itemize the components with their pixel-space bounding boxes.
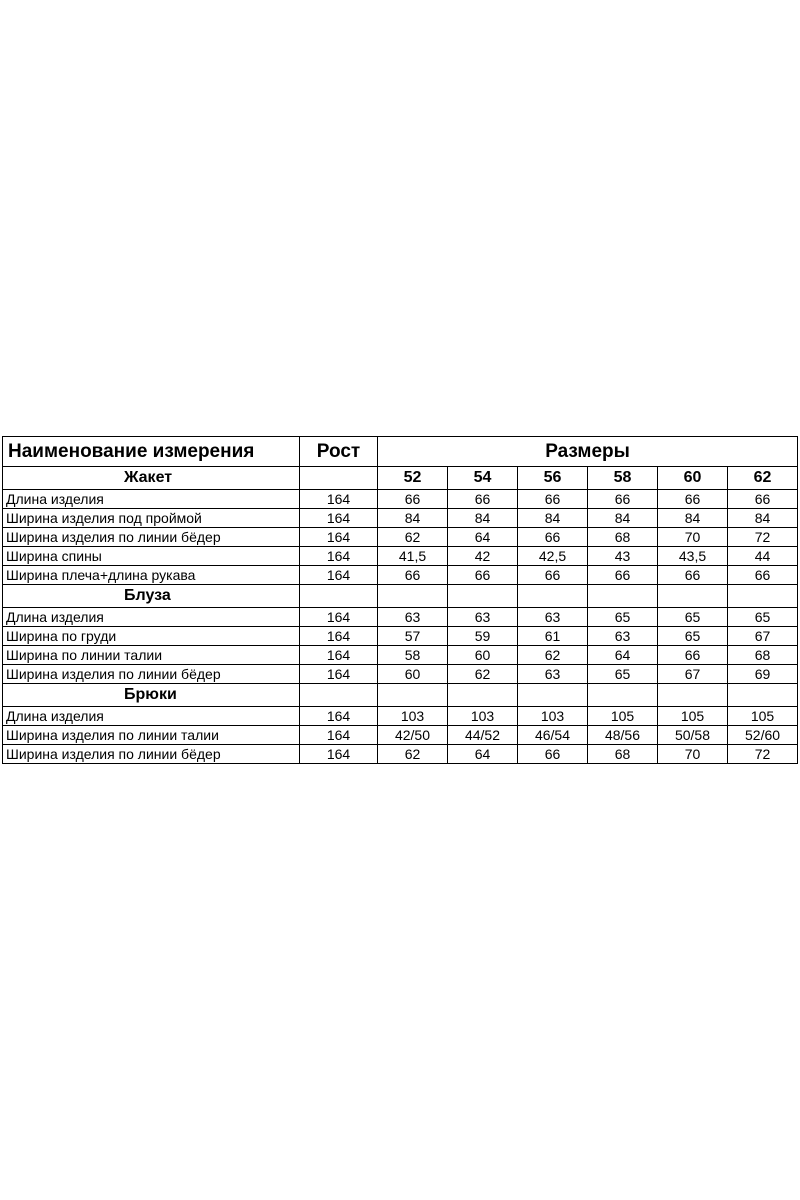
height-value: 164 bbox=[300, 665, 378, 684]
section-row bbox=[3, 684, 798, 707]
measurement-label: Ширина изделия под проймой bbox=[3, 509, 300, 528]
size-value: 62 bbox=[378, 528, 448, 547]
size-value: 66 bbox=[728, 490, 798, 509]
empty-cell bbox=[588, 684, 658, 707]
size-value: 60 bbox=[448, 646, 518, 665]
height-value: 164 bbox=[300, 646, 378, 665]
empty-cell bbox=[728, 585, 798, 608]
size-label: 60 bbox=[658, 467, 728, 490]
size-value: 66 bbox=[448, 490, 518, 509]
size-value: 66 bbox=[378, 490, 448, 509]
empty-cell bbox=[518, 585, 588, 608]
size-label: 62 bbox=[728, 467, 798, 490]
size-label: 56 bbox=[518, 467, 588, 490]
size-value: 84 bbox=[588, 509, 658, 528]
size-label: 58 bbox=[588, 467, 658, 490]
size-value: 61 bbox=[518, 627, 588, 646]
table-row bbox=[3, 627, 798, 646]
size-value: 66 bbox=[448, 566, 518, 585]
size-value: 42,5 bbox=[518, 547, 588, 566]
measurement-label: Ширина спины bbox=[3, 547, 300, 566]
empty-cell bbox=[378, 585, 448, 608]
size-value: 66 bbox=[658, 646, 728, 665]
size-value: 50/58 bbox=[658, 726, 728, 745]
size-value: 105 bbox=[728, 707, 798, 726]
size-value: 70 bbox=[658, 745, 728, 764]
size-value: 65 bbox=[658, 608, 728, 627]
size-value: 103 bbox=[448, 707, 518, 726]
section-height-cell bbox=[300, 684, 378, 707]
height-value: 164 bbox=[300, 608, 378, 627]
measurement-label: Ширина плеча+длина рукава bbox=[3, 566, 300, 585]
size-value: 68 bbox=[588, 745, 658, 764]
size-chart-body bbox=[3, 437, 798, 764]
size-value: 68 bbox=[588, 528, 658, 547]
size-value: 70 bbox=[658, 528, 728, 547]
table-row bbox=[3, 707, 798, 726]
size-value: 64 bbox=[448, 745, 518, 764]
size-value: 72 bbox=[728, 528, 798, 547]
empty-cell bbox=[448, 684, 518, 707]
size-value: 44 bbox=[728, 547, 798, 566]
size-value: 64 bbox=[588, 646, 658, 665]
size-value: 63 bbox=[518, 608, 588, 627]
size-value: 66 bbox=[588, 490, 658, 509]
table-row bbox=[3, 608, 798, 627]
size-value: 66 bbox=[658, 566, 728, 585]
size-value: 63 bbox=[378, 608, 448, 627]
table-row bbox=[3, 547, 798, 566]
table-row bbox=[3, 726, 798, 745]
size-value: 63 bbox=[588, 627, 658, 646]
size-label: 54 bbox=[448, 467, 518, 490]
measurement-label: Длина изделия bbox=[3, 608, 300, 627]
size-value: 66 bbox=[518, 528, 588, 547]
table-header-row bbox=[3, 437, 798, 467]
size-value: 58 bbox=[378, 646, 448, 665]
size-value: 103 bbox=[518, 707, 588, 726]
size-value: 42 bbox=[448, 547, 518, 566]
size-value: 63 bbox=[518, 665, 588, 684]
empty-cell bbox=[378, 684, 448, 707]
size-value: 66 bbox=[588, 566, 658, 585]
size-value: 66 bbox=[518, 566, 588, 585]
height-value: 164 bbox=[300, 566, 378, 585]
size-value: 48/56 bbox=[588, 726, 658, 745]
size-value: 66 bbox=[728, 566, 798, 585]
empty-cell bbox=[448, 585, 518, 608]
size-value: 67 bbox=[728, 627, 798, 646]
section-title: Блуза bbox=[3, 585, 300, 608]
empty-cell bbox=[658, 684, 728, 707]
size-value: 84 bbox=[518, 509, 588, 528]
table-row bbox=[3, 490, 798, 509]
measurement-label: Ширина изделия по линии бёдер bbox=[3, 745, 300, 764]
size-value: 64 bbox=[448, 528, 518, 547]
size-value: 66 bbox=[378, 566, 448, 585]
measurement-label: Ширина по груди bbox=[3, 627, 300, 646]
measurement-label: Ширина по линии талии bbox=[3, 646, 300, 665]
table-row bbox=[3, 509, 798, 528]
size-value: 84 bbox=[728, 509, 798, 528]
section-row bbox=[3, 467, 798, 490]
section-title: Жакет bbox=[3, 467, 300, 490]
size-value: 65 bbox=[728, 608, 798, 627]
size-value: 105 bbox=[658, 707, 728, 726]
size-value: 65 bbox=[588, 608, 658, 627]
section-height-cell bbox=[300, 467, 378, 490]
size-value: 60 bbox=[378, 665, 448, 684]
size-value: 66 bbox=[518, 745, 588, 764]
size-chart-table bbox=[2, 436, 798, 764]
height-value: 164 bbox=[300, 627, 378, 646]
height-value: 164 bbox=[300, 490, 378, 509]
table-row bbox=[3, 646, 798, 665]
table-row bbox=[3, 745, 798, 764]
size-value: 43 bbox=[588, 547, 658, 566]
measurement-label: Ширина изделия по линии бёдер bbox=[3, 665, 300, 684]
measurement-label: Ширина изделия по линии бёдер bbox=[3, 528, 300, 547]
size-value: 65 bbox=[658, 627, 728, 646]
height-value: 164 bbox=[300, 528, 378, 547]
table-row bbox=[3, 566, 798, 585]
size-value: 105 bbox=[588, 707, 658, 726]
measurement-label: Длина изделия bbox=[3, 490, 300, 509]
size-value: 65 bbox=[588, 665, 658, 684]
empty-cell bbox=[518, 684, 588, 707]
size-value: 62 bbox=[378, 745, 448, 764]
height-value: 164 bbox=[300, 745, 378, 764]
section-title: Брюки bbox=[3, 684, 300, 707]
size-value: 43,5 bbox=[658, 547, 728, 566]
height-value: 164 bbox=[300, 509, 378, 528]
size-value: 66 bbox=[518, 490, 588, 509]
size-value: 69 bbox=[728, 665, 798, 684]
size-value: 84 bbox=[448, 509, 518, 528]
height-value: 164 bbox=[300, 726, 378, 745]
size-value: 67 bbox=[658, 665, 728, 684]
size-value: 84 bbox=[658, 509, 728, 528]
section-height-cell bbox=[300, 585, 378, 608]
size-value: 63 bbox=[448, 608, 518, 627]
size-value: 62 bbox=[448, 665, 518, 684]
size-label: 52 bbox=[378, 467, 448, 490]
size-value: 52/60 bbox=[728, 726, 798, 745]
size-value: 42/50 bbox=[378, 726, 448, 745]
empty-cell bbox=[728, 684, 798, 707]
size-value: 68 bbox=[728, 646, 798, 665]
header-sizes: Размеры bbox=[378, 437, 798, 467]
empty-cell bbox=[658, 585, 728, 608]
table-row bbox=[3, 528, 798, 547]
size-value: 46/54 bbox=[518, 726, 588, 745]
size-value: 41,5 bbox=[378, 547, 448, 566]
size-value: 59 bbox=[448, 627, 518, 646]
section-row bbox=[3, 585, 798, 608]
measurement-label: Ширина изделия по линии талии bbox=[3, 726, 300, 745]
size-value: 57 bbox=[378, 627, 448, 646]
header-height: Рост bbox=[300, 437, 378, 467]
table-row bbox=[3, 665, 798, 684]
empty-cell bbox=[588, 585, 658, 608]
size-value: 84 bbox=[378, 509, 448, 528]
size-value: 44/52 bbox=[448, 726, 518, 745]
size-value: 72 bbox=[728, 745, 798, 764]
size-value: 66 bbox=[658, 490, 728, 509]
height-value: 164 bbox=[300, 707, 378, 726]
height-value: 164 bbox=[300, 547, 378, 566]
measurement-label: Длина изделия bbox=[3, 707, 300, 726]
header-measurement: Наименование измерения bbox=[3, 437, 300, 467]
size-value: 103 bbox=[378, 707, 448, 726]
size-value: 62 bbox=[518, 646, 588, 665]
